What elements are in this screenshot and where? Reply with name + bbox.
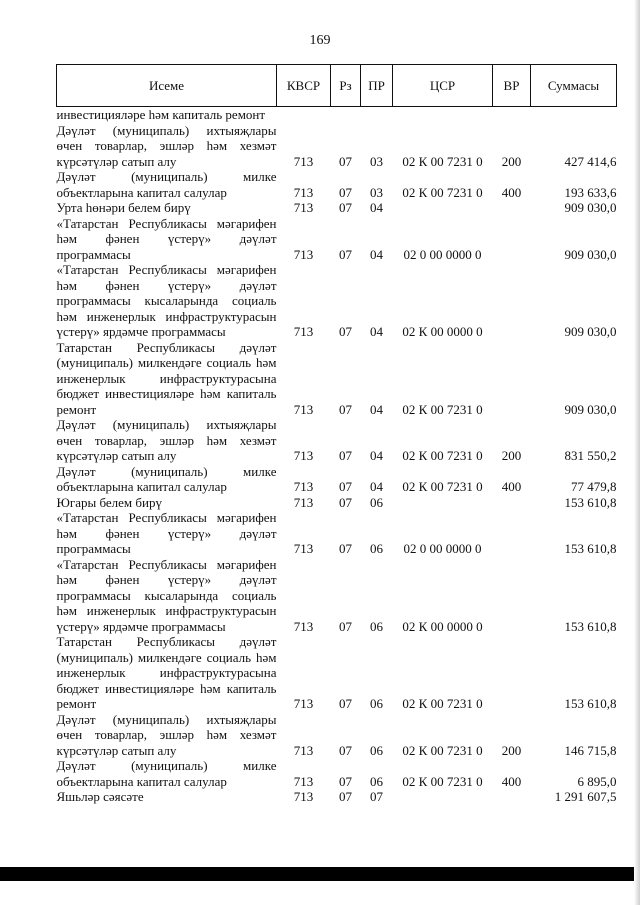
- table-row: [57, 417, 617, 464]
- cell-kvsr: [277, 107, 331, 123]
- table-row: [57, 200, 617, 216]
- cell-name: Дәүләт (муниципаль) милке объектларына капитал салулар: [56, 758, 277, 789]
- cell-csr: 02 К 00 7231 0: [402, 479, 483, 494]
- cell-vr: 200: [501, 153, 522, 169]
- cell-pr: [361, 107, 393, 123]
- cell-vr: [493, 789, 531, 805]
- cell-sum: 146 715,8: [564, 742, 617, 758]
- cell-vr: 200: [501, 448, 522, 463]
- header-vr: ВР: [493, 65, 531, 107]
- cell-rz: 07: [339, 448, 352, 463]
- cell-name: «Татарстан Республикасы мәгарифен һәм фәнен үстерү» дәүләт программасы: [56, 510, 277, 556]
- cell-csr: 02 К 00 0000 0: [402, 618, 483, 634]
- table-row: [57, 464, 617, 495]
- table-row: [57, 510, 617, 557]
- cell-pr: 04: [370, 401, 383, 417]
- page-number: 169: [309, 33, 331, 48]
- cell-rz: 07: [339, 479, 352, 494]
- table-row: [57, 557, 617, 635]
- cell-name: Югары белем бирү: [56, 494, 162, 510]
- cell-vr: 400: [501, 479, 522, 494]
- cell-pr: 04: [370, 200, 383, 215]
- cell-name: «Татарстан Республикасы мәгарифен һәм фәнен үстерү» дәүләт программасы: [56, 215, 277, 262]
- cell-pr: 06: [370, 696, 383, 711]
- header-pr: ПР: [361, 65, 393, 107]
- cell-vr: 400: [501, 184, 522, 200]
- cell-csr: [393, 495, 493, 511]
- table-row: [57, 758, 617, 789]
- cell-sum: 193 633,6: [564, 184, 617, 200]
- cell-csr: 02 К 00 7231 0: [402, 153, 483, 169]
- cell-kvsr: 713: [293, 696, 314, 711]
- cell-rz: 07: [339, 153, 352, 169]
- cell-kvsr: 713: [293, 541, 314, 556]
- header-name: Исеме: [57, 65, 277, 107]
- cell-vr: [493, 495, 531, 511]
- cell-csr: 02 К 00 7231 0: [402, 401, 483, 417]
- cell-kvsr: 713: [293, 479, 314, 494]
- cell-csr: [393, 200, 493, 216]
- cell-rz: 07: [339, 324, 352, 339]
- cell-pr: 03: [370, 184, 383, 200]
- cell-name: Урта һөнәри белем бирү: [56, 200, 191, 215]
- cell-name: «Татарстан Республикасы мәгарифен һәм фәнен үстерү» дәүләт программасы кысаларында социаль һәм инженерлык инфраструктурасын үстерү» ярдәмче программасы: [56, 556, 277, 634]
- cell-csr: 02 0 00 0000 0: [403, 541, 482, 556]
- cell-vr: [493, 262, 531, 340]
- cell-rz: 07: [339, 246, 352, 262]
- cell-sum: 77 479,8: [571, 479, 617, 494]
- cell-kvsr: 713: [293, 448, 314, 463]
- cell-pr: 06: [370, 541, 383, 556]
- cell-sum: 909 030,0: [564, 324, 617, 339]
- cell-name: инвестицияләре һәм капиталь ремонт: [56, 107, 266, 122]
- cell-kvsr: 713: [293, 324, 314, 339]
- cell-csr: 02 0 00 0000 0: [403, 246, 482, 262]
- cell-csr: [393, 107, 493, 123]
- cell-pr: 04: [370, 246, 383, 262]
- table-row: [57, 262, 617, 340]
- cell-name: Татарстан Республикасы дәүләт (муниципаль) милкендәге социаль һәм инженерлык инфраструктурасына бюджет инвестицияләре һәм капиталь ремонт: [56, 634, 277, 711]
- cell-vr: [493, 107, 531, 123]
- cell-csr: 02 К 00 7231 0: [402, 696, 483, 711]
- cell-name: Дәүләт (муниципаль) ихтыяҗлары өчен товарлар, эшләр һәм хезмәт күрсәтүләр сатып алу: [56, 711, 277, 758]
- cell-rz: 07: [339, 200, 352, 215]
- cell-pr: 06: [370, 494, 383, 510]
- cell-rz: 07: [339, 541, 352, 556]
- table-row: [57, 340, 617, 418]
- table-row: [57, 216, 617, 263]
- cell-rz: 07: [339, 494, 352, 510]
- cell-rz: 07: [339, 401, 352, 417]
- table-row: [57, 123, 617, 170]
- cell-pr: 03: [370, 153, 383, 169]
- scan-bottom-edge: [0, 867, 640, 881]
- cell-sum: 153 610,8: [564, 618, 617, 634]
- header-sum: Суммасы: [531, 65, 617, 107]
- cell-sum: 909 030,0: [564, 401, 617, 417]
- cell-pr: 04: [370, 448, 383, 463]
- table-row: [57, 712, 617, 759]
- cell-pr: 06: [370, 742, 383, 758]
- cell-kvsr: 713: [293, 618, 314, 634]
- table-row: [57, 169, 617, 200]
- cell-sum: 1 291 607,5: [554, 789, 617, 804]
- cell-vr: 200: [501, 742, 522, 758]
- table-body: [57, 107, 617, 805]
- cell-sum: 153 610,8: [564, 696, 617, 711]
- table-row: [57, 495, 617, 511]
- cell-kvsr: 713: [293, 494, 314, 510]
- cell-pr: 06: [370, 618, 383, 634]
- cell-sum: 909 030,0: [564, 200, 617, 215]
- cell-csr: 02 К 00 7231 0: [402, 184, 483, 200]
- cell-name: Дәүләт (муниципаль) милке объектларына капитал салулар: [56, 463, 277, 494]
- cell-vr: [493, 510, 531, 557]
- cell-name: Дәүләт (муниципаль) ихтыяҗлары өчен товарлар, эшләр һәм хезмәт күрсәтүләр сатып алу: [56, 417, 277, 463]
- cell-kvsr: 713: [293, 200, 314, 215]
- cell-sum: 153 610,8: [564, 541, 617, 556]
- table-row: [57, 789, 617, 805]
- cell-kvsr: 713: [293, 184, 314, 200]
- cell-kvsr: 713: [293, 401, 314, 417]
- cell-kvsr: 713: [293, 773, 314, 789]
- cell-kvsr: 713: [293, 789, 314, 804]
- cell-kvsr: 713: [293, 246, 314, 262]
- cell-csr: 02 К 00 0000 0: [402, 324, 483, 339]
- cell-rz: 07: [339, 696, 352, 711]
- cell-rz: [331, 107, 361, 123]
- cell-kvsr: 713: [293, 742, 314, 758]
- cell-name: Татарстан Республикасы дәүләт (муниципаль) милкендәге социаль һәм инженерлык инфраструктурасына бюджет инвестицияләре һәм капиталь ремонт: [56, 339, 277, 417]
- budget-table: [56, 64, 617, 805]
- cell-rz: 07: [339, 789, 352, 804]
- cell-pr: 04: [370, 479, 383, 494]
- scan-right-edge: [634, 0, 640, 905]
- cell-sum: 153 610,8: [564, 494, 617, 510]
- cell-sum: 6 895,0: [577, 773, 617, 789]
- cell-vr: [493, 200, 531, 216]
- cell-sum: 427 414,6: [564, 153, 617, 169]
- cell-pr: 07: [370, 789, 383, 804]
- cell-vr: 400: [501, 773, 522, 789]
- cell-vr: [493, 634, 531, 712]
- cell-rz: 07: [339, 184, 352, 200]
- table-row: [57, 634, 617, 712]
- cell-csr: 02 К 00 7231 0: [402, 742, 483, 758]
- cell-csr: 02 К 00 7231 0: [402, 773, 483, 789]
- cell-pr: 04: [370, 324, 383, 339]
- table-header: [57, 65, 617, 107]
- cell-csr: [393, 789, 493, 805]
- cell-vr: [493, 216, 531, 263]
- cell-rz: 07: [339, 773, 352, 789]
- cell-kvsr: 713: [293, 153, 314, 169]
- cell-vr: [493, 340, 531, 418]
- cell-vr: [493, 557, 531, 635]
- cell-name: Дәүләт (муниципаль) милке объектларына капитал салулар: [56, 169, 277, 200]
- cell-name: «Татарстан Республикасы мәгарифен һәм фәнен үстерү» дәүләт программасы кысаларында социаль һәм инженерлык инфраструктурасын үстерү» ярдәмче программасы: [56, 262, 277, 339]
- cell-name: Яшьләр сәясәте: [56, 789, 144, 804]
- cell-pr: 06: [370, 773, 383, 789]
- table-row: [57, 107, 617, 123]
- header-rz: Рз: [331, 65, 361, 107]
- cell-rz: 07: [339, 742, 352, 758]
- cell-sum: 831 550,2: [564, 448, 617, 463]
- cell-rz: 07: [339, 618, 352, 634]
- cell-name: Дәүләт (муниципаль) ихтыяҗлары өчен товарлар, эшләр һәм хезмәт күрсәтүләр сатып алу: [56, 122, 277, 169]
- cell-sum: [531, 107, 617, 123]
- cell-csr: 02 К 00 7231 0: [402, 448, 483, 463]
- cell-sum: 909 030,0: [564, 246, 617, 262]
- header-kvsr: КВСР: [277, 65, 331, 107]
- header-csr: ЦСР: [393, 65, 493, 107]
